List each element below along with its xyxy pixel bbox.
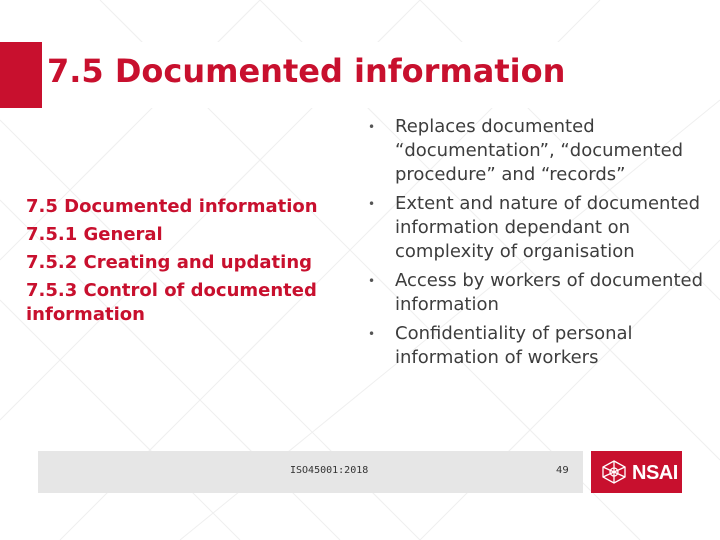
bullet-text: Access by workers of documented information <box>395 270 704 315</box>
title-accent-bar <box>0 42 42 108</box>
bullet-item <box>362 115 712 187</box>
bullet-text: Extent and nature of documented information dependant on complexity of organisation <box>395 193 701 262</box>
bullet-icon: • <box>368 120 376 134</box>
bullet-icon: • <box>368 274 376 288</box>
bullet-item <box>362 322 712 370</box>
bullet-icon: • <box>368 327 376 341</box>
bullet-text: Confidentiality of personal information of workers <box>395 323 633 368</box>
bullet-text: Replaces documented “documentation”, “documented procedure” and “records” <box>395 116 684 185</box>
nsai-logo <box>591 451 682 493</box>
toc-item: 7.5.1 General <box>26 224 163 245</box>
nsai-emblem-icon <box>601 460 627 484</box>
bullet-item <box>362 192 712 264</box>
toc-item: information <box>26 304 145 325</box>
section-contents <box>26 193 318 327</box>
footer-standard: ISO45001:2018 <box>290 465 369 476</box>
slide-title: 7.5 Documented information <box>47 52 566 90</box>
bullet-item <box>362 269 712 317</box>
toc-item: 7.5.3 Control of documented <box>26 280 317 301</box>
toc-item: 7.5 Documented information <box>26 196 318 217</box>
toc-item: 7.5.2 Creating and updating <box>26 252 313 273</box>
page-number: 49 <box>556 465 569 476</box>
bullet-list <box>362 115 712 375</box>
bullet-icon: • <box>368 197 376 211</box>
logo-text: NSAI <box>632 462 678 484</box>
